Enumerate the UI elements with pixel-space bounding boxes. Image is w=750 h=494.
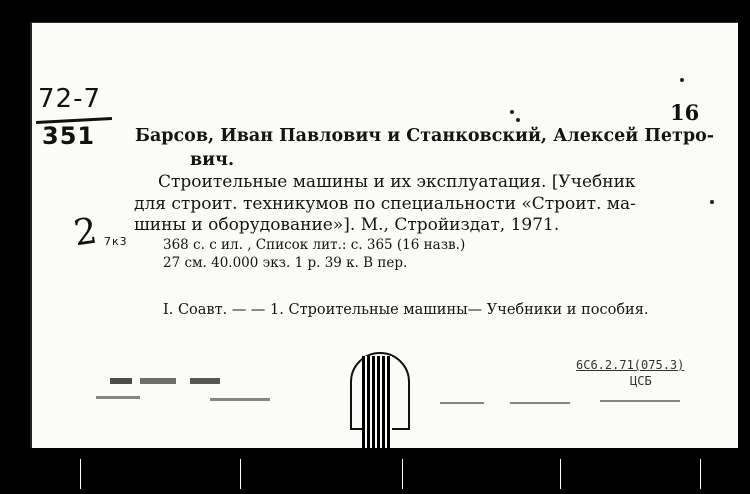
author-line-2: вич.: [190, 150, 235, 170]
collation-line-2: 27 см. 40.000 экз. 1 р. 39 к. В пер.: [163, 255, 408, 271]
title-line-2: для строит. техникумов по специальности «Строит. ма-: [134, 194, 636, 214]
tracings-line: I. Соавт. — — 1. Строительные машины— Учебники и пособия.: [163, 302, 649, 318]
scan-noise: [510, 402, 570, 404]
ink-speck: [510, 110, 514, 114]
ink-speck: [710, 200, 714, 204]
handwritten-margin-number: 2: [71, 210, 101, 255]
scan-noise: [140, 378, 176, 384]
scan-noise: [600, 400, 680, 402]
scan-noise: [96, 396, 140, 399]
author-line-1: Барсов, Иван Павлович и Станковский, Алексей Петро-: [135, 126, 715, 146]
shelf-mark-top: 72-7: [38, 84, 102, 114]
ink-speck: [680, 78, 684, 82]
scan-edge-line: [240, 459, 241, 489]
ink-speck: [516, 118, 520, 122]
scan-noise: [110, 378, 132, 384]
scan-noise: [440, 402, 484, 404]
collation-line-1: 368 с. с ил. , Список лит.: с. 365 (16 назв.): [163, 237, 466, 253]
classification-code-secondary: ЦСБ: [630, 374, 652, 388]
title-line-1: Строительные машины и их эксплуатация. [Учебник: [158, 172, 636, 192]
scan-edge-line: [402, 459, 403, 489]
card-rod-hole-shadow: [362, 356, 392, 448]
scan-noise: [190, 378, 220, 384]
scan-edge-line: [560, 459, 561, 489]
shelf-mark-bottom: 351: [42, 122, 96, 150]
title-line-3: шины и оборудование»]. М., Стройиздат, 1971.: [134, 215, 560, 235]
card-number: 16: [670, 100, 700, 125]
scan-noise: [210, 398, 270, 401]
classification-code: 6С6.2.71(075.3): [576, 358, 685, 372]
scan-edge-line: [80, 459, 81, 489]
scan-bottom-edge: [0, 448, 750, 494]
scan-edge-line: [700, 459, 701, 489]
handwritten-margin-note: 7к3: [104, 235, 128, 248]
